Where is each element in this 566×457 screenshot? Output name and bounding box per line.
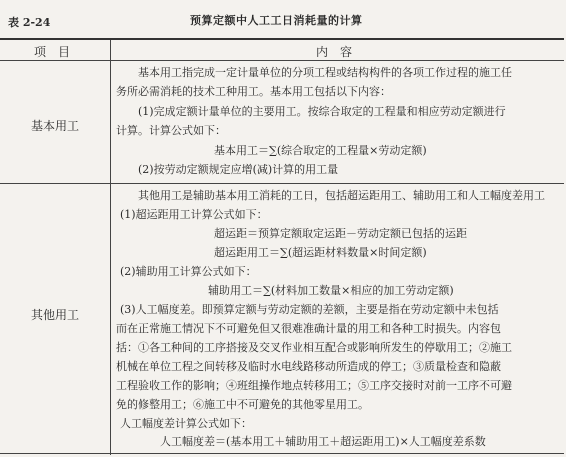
bottom-rule [0,453,564,454]
formula-line: 辅助用工＝∑(材料加工数量×相应的加工劳动定额) [208,284,454,297]
table [0,38,564,455]
paragraph-line: (2)按劳动定额规定应增(减)计算的用工量 [138,163,339,176]
table-number: 表 2-24 [8,16,51,29]
paragraph-line: 括：①各工种间的工序搭接及交叉作业相互配合或影响所发生的停歇用工；②施工 [116,341,512,354]
paragraph-line: 免的修整用工；⑥施工中不可避免的其他零星用工。 [116,398,369,411]
paragraph-line: (3)人工幅度差。即预算定额与劳动定额的差额，主要是指在劳动定额中未包括 [120,303,499,316]
paragraph-line: 计算。计算公式如下： [116,124,226,137]
paragraph-line: 务所必需消耗的技术工种用工。基本用工包括以下内容： [116,85,391,98]
paragraph-line: 其他用工是辅助基本用工消耗的工日，包括超运距用工、辅助用工和人工幅度差用工 [138,189,545,202]
column-header-item: 项 目 [34,45,71,59]
row-label-other: 其他用工 [30,308,79,322]
header-rule [0,60,564,61]
row-label-basic: 基本用工 [30,119,79,133]
column-divider [110,40,111,455]
paragraph-line: 机械在单位工程之间转移及临时水电线路移动所造成的停工；③质量检查和隐蔽 [116,360,501,373]
paragraph-line: (1)完成定额计量单位的主要用工。按综合取定的工程量和相应劳动定额进行 [138,105,506,118]
row-divider [0,183,564,184]
paragraph-line: (1)超运距用工计算公式如下： [120,208,268,221]
formula-line: 超运距＝预算定额取定运距－劳动定额已包括的运距 [214,227,467,240]
formula-line: 超运距用工＝∑(超运距材料数量×时间定额) [214,246,427,259]
paragraph-line: 而在正常施工情况下不可避免但又很难准确计量的用工和各种工时损失。内容包 [116,322,501,335]
paragraph-line: 基本用工指完成一定计量单位的分项工程或结构构件的各项工作过程的施工任 [138,66,512,79]
table-title: 预算定额中人工工日消耗量的计算 [190,14,363,27]
formula-line: 基本用工＝∑(综合取定的工程量×劳动定额) [214,144,427,157]
paragraph-line: 工程验收工作的影响；④班组操作地点转移用工；⑤工序交接时对前一工序不可避 [116,379,512,392]
table-header [0,0,566,36]
formula-line: 人工幅度差＝(基本用工＋辅助用工＋超运距用工)×人工幅度差系数 [160,435,486,448]
row-content-basic [116,64,560,182]
row-content-other [116,187,560,451]
column-header-content: 内 容 [316,45,353,59]
paragraph-line: (2)辅助用工计算公式如下： [120,265,257,278]
paragraph-line: 人工幅度差计算公式如下： [120,417,252,430]
